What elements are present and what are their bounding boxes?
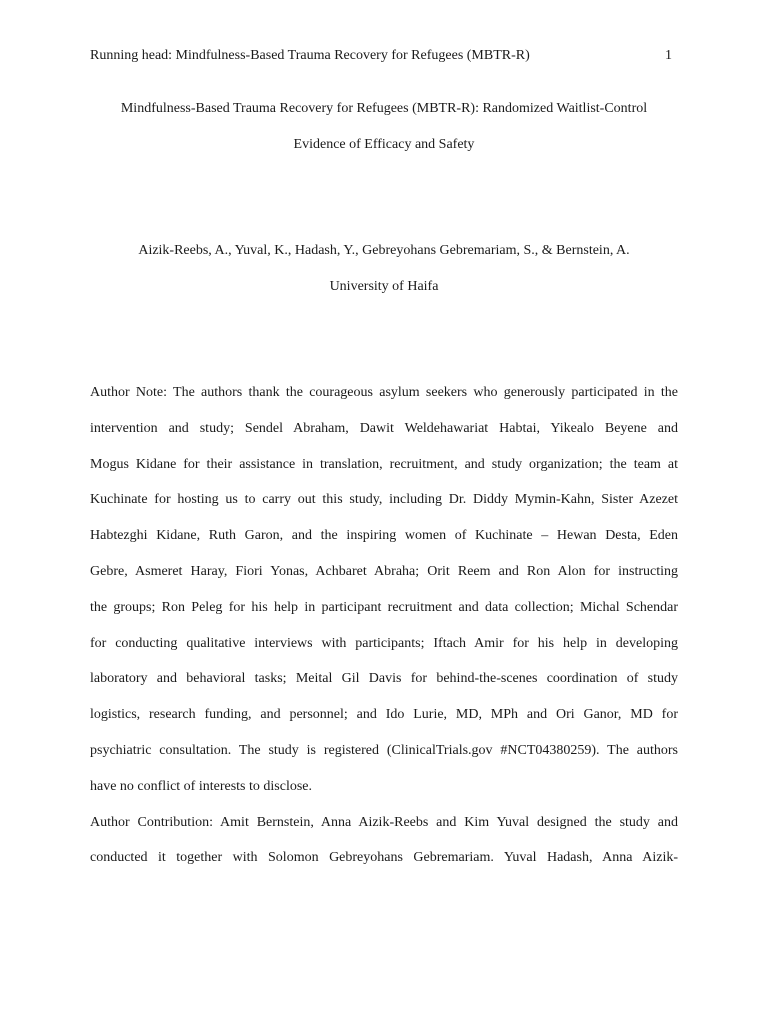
affiliation: University of Haifa	[329, 279, 439, 294]
title-line-1: Mindfulness-Based Trauma Recovery for Refugees (MBTR-R): Randomized Waitlist-Control	[120, 101, 648, 116]
byline	[90, 233, 678, 305]
author-note-line: have no conflict of interests to disclose.	[90, 778, 312, 794]
author-note-line: the groups; Ron Peleg for his help in participant recruitment and data collection; Michal Schendar	[90, 599, 678, 615]
author-note-line: logistics, research funding, and personnel; and Ido Lurie, MD, MPh and Ori Ganor, MD for	[90, 707, 678, 723]
title-line-2: Evidence of Efficacy and Safety	[293, 137, 475, 152]
author-note-paragraph	[90, 375, 678, 805]
author-note-line: psychiatric consultation. The study is registered (ClinicalTrials.gov #NCT04380259). The authors	[90, 742, 678, 758]
author-note-line: Gebre, Asmeret Haray, Fiori Yonas, Achbaret Abraha; Orit Reem and Ron Alon for instructing	[90, 563, 678, 579]
author-list: Aizik-Reebs, A., Yuval, K., Hadash, Y., Gebreyohans Gebremariam, S., & Bernstein, A.	[138, 243, 630, 258]
author-note-line: laboratory and behavioral tasks; Meital Gil Davis for behind-the-scenes coordination of study	[90, 671, 678, 687]
running-head-text: Running head: Mindfulness-Based Trauma Recovery for Refugees (MBTR-R)	[90, 48, 530, 63]
author-contribution-line: Author Contribution: Amit Bernstein, Anna Aizik-Reebs and Kim Yuval designed the study and	[90, 814, 678, 830]
author-note-line: Habtezghi Kidane, Ruth Garon, and the inspiring women of Kuchinate – Hewan Desta, Eden	[90, 528, 678, 544]
author-note-line: intervention and study; Sendel Abraham, Dawit Weldehawariat Habtai, Yikealo Beyene and	[90, 420, 678, 436]
author-note-line: Mogus Kidane for their assistance in translation, recruitment, and study organization; the team at	[90, 456, 678, 472]
page-number: 1	[665, 48, 672, 63]
author-note-line: Author Note: The authors thank the courageous asylum seekers who generously participated in the	[90, 385, 678, 400]
running-head	[90, 46, 672, 66]
author-contribution-line: conducted it together with Solomon Gebreyohans Gebremariam. Yuval Hadash, Anna Aizik-	[90, 850, 678, 866]
paper-title	[90, 91, 678, 163]
author-note-line: for conducting qualitative interviews with participants; Iftach Amir for his help in developing	[90, 635, 678, 651]
body-text	[90, 375, 678, 876]
author-note-line: Kuchinate for hosting us to carry out this study, including Dr. Diddy Mymin-Kahn, Sister Azezet	[90, 492, 678, 508]
author-contribution-paragraph	[90, 805, 678, 877]
